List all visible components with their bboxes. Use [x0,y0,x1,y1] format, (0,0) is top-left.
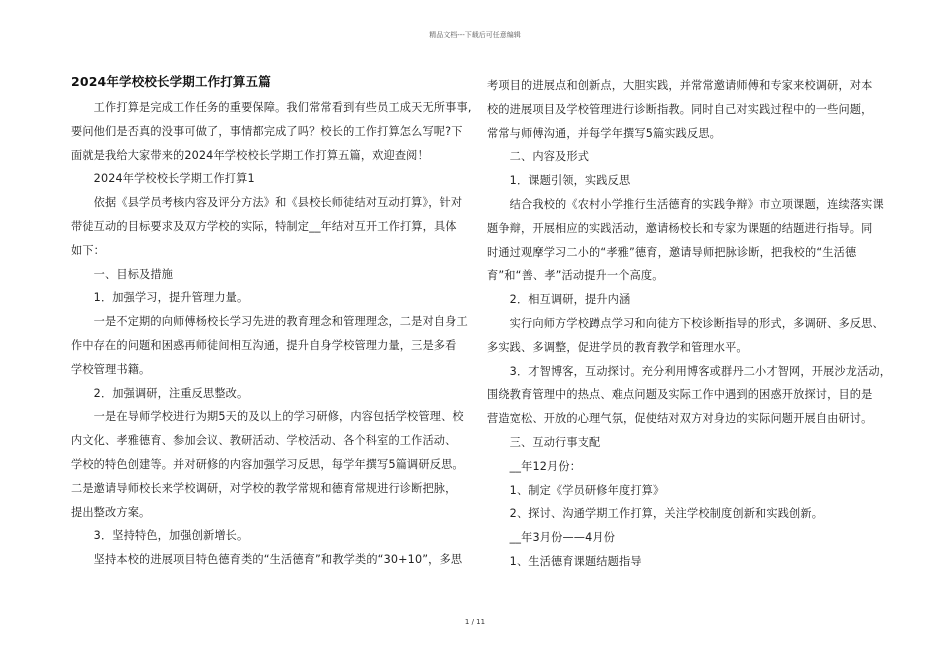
text-line: 要问他们是否真的没事可做了，事情都完成了吗？校长的工作打算怎么写呢?下 [71,124,463,138]
text-line: 多实践、多调整，促进学员的教育教学和管理水平。 [487,340,748,354]
section-heading: 一、目标及措施 [71,267,174,281]
subsection-heading: 2．相互调研，提升内涵 [487,293,631,307]
text-line: 考项目的进展点和创新点，大胆实践，并常常邀请师傅和专家来校调研，对本 [487,79,873,92]
page-header [0,30,950,40]
text-line: 学校管理书籍。 [71,362,151,376]
text-line: 作中存在的问题和困惑再师徒间相互沟通，提升自身学校管理力量，三是多看 [71,338,457,352]
section-heading: 三、互动行事支配 [487,435,601,449]
text-line: 一是在导师学校进行为期5天的及以上的学习研修，内容包括学校管理、校 [71,410,464,424]
text-line: 二是邀请导师校长来学校调研，对学校的教学常规和德育常规进行诊断把脉， [71,481,457,495]
text-line: 一是不定期的向师傅杨校长学习先进的教育理念和管理理念，二是对自身工 [71,315,468,329]
text-line: 围绕教育管理中的热点、难点问题及实际工作中遇到的困惑开放探讨，目的是 [487,388,873,402]
section-heading: 2024年学校校长学期工作打算1 [71,172,255,186]
list-item: 1、生活德育课题结题指导 [487,554,642,568]
list-item: 2、探讨、沟通学期工作打算，关注学校制度创新和实践创新。 [487,507,824,521]
header-text: 精品文档---下载后可任意编辑 [429,31,521,39]
text-line: 工作打算是完成工作任务的重要保障。我们常常看到有些员工成天无所事事, [71,101,472,114]
text-line: 坚持本校的进展项目特色德育类的“生活德育”和教学类的“30+10”，多思 [71,553,463,567]
subsection-heading: 1．加强学习，提升管理力量。 [71,291,249,305]
text-line: 营造宽松、开放的心理气氛，促使结对双方对身边的实际问题开展自由研讨。 [487,412,873,426]
section-heading: 二、内容及形式 [487,150,590,164]
text-line: 内文化、孝雅德育、参加会议、教研活动、学校活动、各个科室的工作活动、 [71,434,457,448]
subsection-heading: 2．加强调研，注重反思整改。 [71,386,249,400]
left-column-body [71,96,472,572]
text-line: 校的进展项目及学校管理进行诊断指教。同时自己对实践过程中的一些问题， [487,102,873,116]
subsection-heading: 3．坚持特色，加强创新增长。 [71,529,249,543]
text-line: 3．才智博客，互动探讨。充分利用博客或群丹二小才智网，开展沙龙活动， [487,364,892,378]
page-footer [0,618,950,626]
text-line: 学校的特色创建等。并对研修的内容加强学习反思，每学年撰写5篇调研反思。 [71,457,464,471]
text-line: 育”和“善、孝”活动提升一个高度。 [487,269,664,283]
list-item: 1、制定《学员研修年度打算》 [487,483,665,497]
left-column [71,70,472,572]
text-line: 如下： [71,243,106,257]
subsection-heading: 1．课题引领，实践反思 [487,174,631,188]
text-line: 提出整改方案。 [71,505,151,519]
page-number: 1 / 11 [464,618,486,626]
text-line: 常常与师傅沟通，并每学年撰写5篇实践反思。 [487,126,722,140]
text-line: 依据《县学员考核内容及评分方法》和《县校长师徒结对互动打算》，针对 [71,196,463,210]
text-line: 时通过观摩学习二小的“孝雅”德育，邀请导师把脉诊断，把我校的“生活德 [487,245,857,259]
text-line: 带徒互动的目标要求及双方学校的实际，特制定__年结对互开工作打算，具体 [71,219,457,233]
text-line: 题争辩，开展相应的实践活动，邀请杨校长和专家为课题的结题进行指导。同 [487,221,873,235]
right-column [487,74,892,574]
document-title: 2024年学校校长学期工作打算五篇 [71,74,271,89]
text-line: 结合我校的《农村小学推行生活德育的实践争辩》市立项课题，连续落实课 [487,197,884,211]
schedule-date: __年12月份： [487,459,582,473]
text-line: 面就是我给大家带来的2024年学校校长学期工作打算五篇，欢迎查阅！ [71,148,429,162]
schedule-date: __年3月份——4月份 [487,531,616,545]
text-line: 实行向师方学校蹲点学习和向徒方下校诊断指导的形式，多调研、多反思、 [487,316,884,330]
